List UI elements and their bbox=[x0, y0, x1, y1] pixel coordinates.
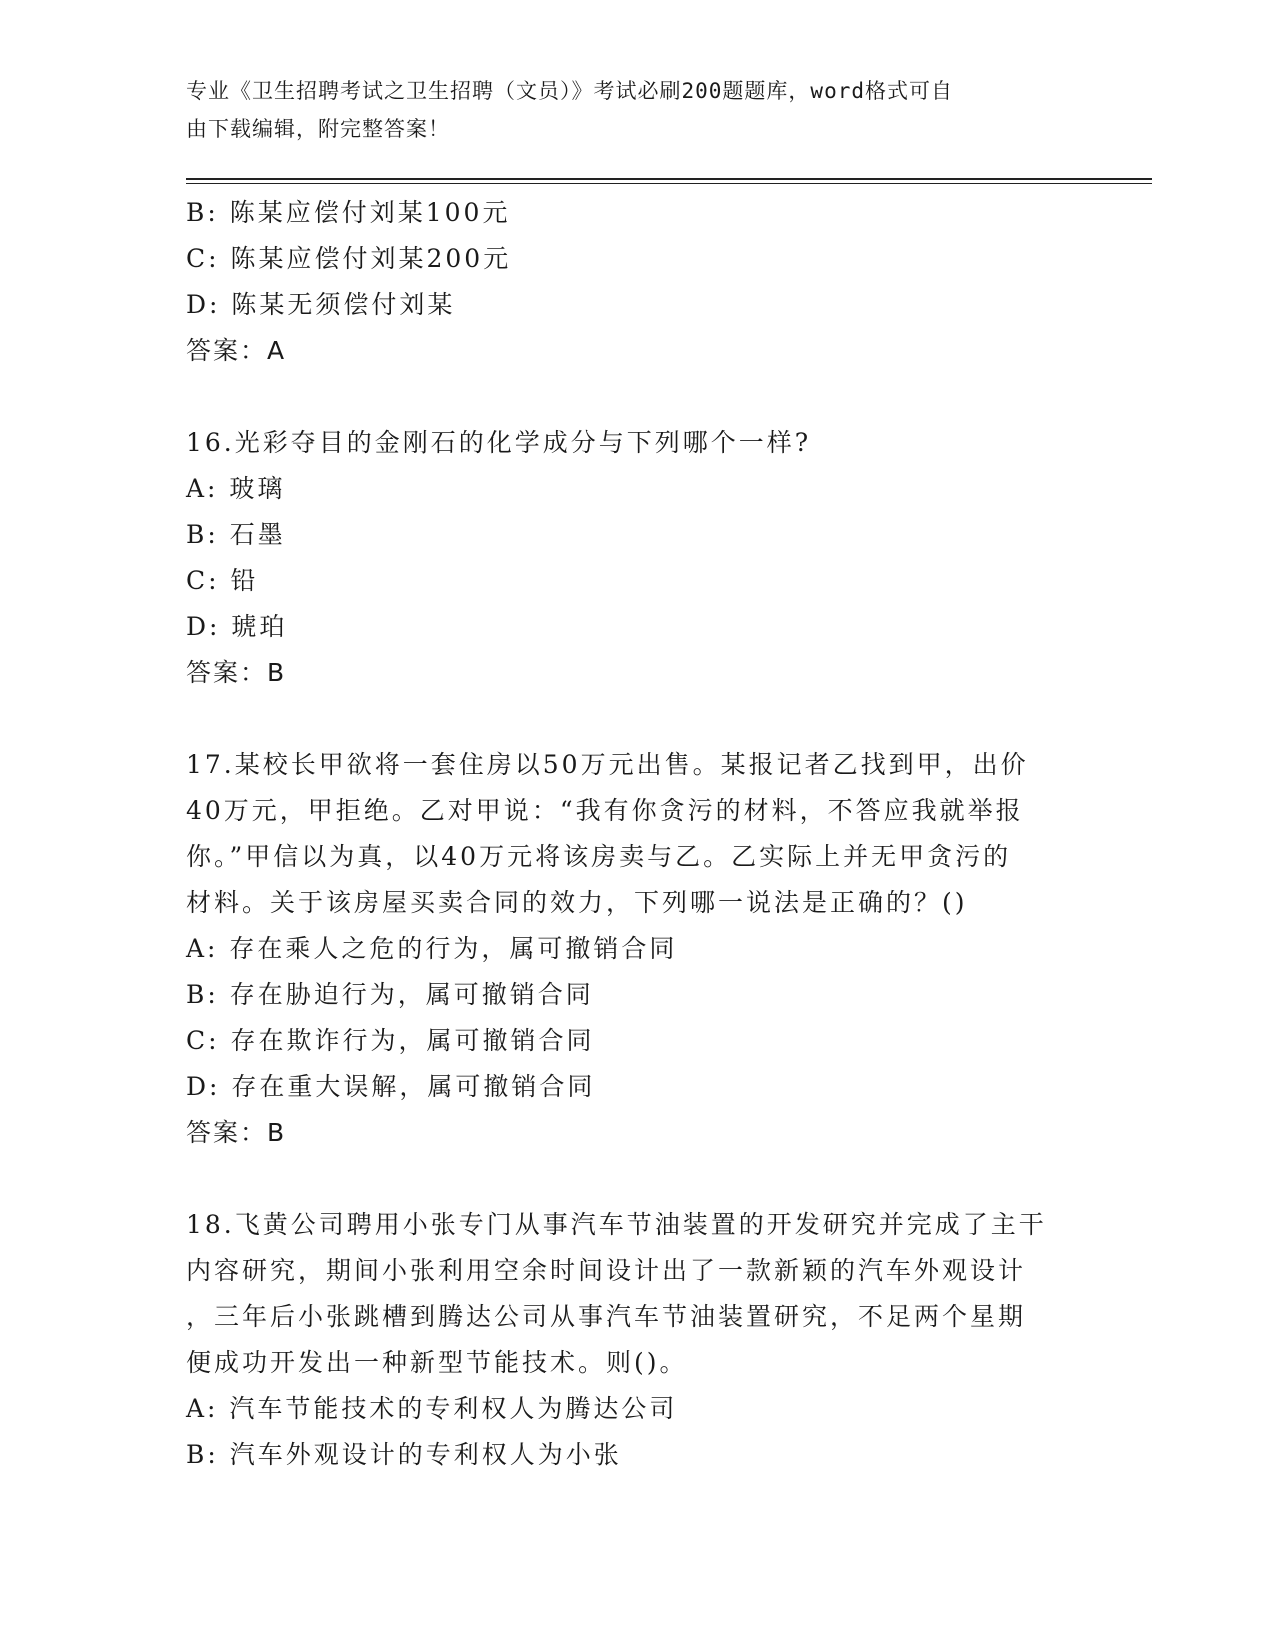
question-text-line: 17.某校长甲欲将一套住房以50万元出售。某报记者乙找到甲，出价 bbox=[186, 750, 1029, 779]
option-c: C: 陈某应偿付刘某200元 bbox=[186, 244, 512, 273]
option-b: B: 陈某应偿付刘某100元 bbox=[186, 198, 511, 227]
question-text-line: 材料。关于该房屋买卖合同的效力，下列哪一说法是正确的？() bbox=[186, 888, 968, 917]
option-a: A: 汽车节能技术的专利权人为腾达公司 bbox=[186, 1394, 678, 1423]
option-b: B: 存在胁迫行为，属可撤销合同 bbox=[186, 980, 594, 1009]
question-text-line: 内容研究，期间小张利用空余时间设计出了一款新颖的汽车外观设计 bbox=[186, 1256, 1027, 1285]
option-d: D: 琥珀 bbox=[186, 612, 288, 641]
option-a: A: 玻璃 bbox=[186, 474, 286, 503]
question-17 bbox=[186, 742, 1086, 1156]
question-text-line: 40万元，甲拒绝。乙对甲说：“我有你贪污的材料，不答应我就举报 bbox=[186, 796, 1024, 825]
header-divider-thin bbox=[186, 183, 1152, 184]
option-c: C: 存在欺诈行为，属可撤销合同 bbox=[186, 1026, 595, 1055]
document-header bbox=[186, 72, 1066, 148]
option-a: A: 存在乘人之危的行为，属可撤销合同 bbox=[186, 934, 678, 963]
question-list bbox=[186, 190, 1086, 1478]
question-18 bbox=[186, 1202, 1086, 1478]
option-d: D: 陈某无须偿付刘某 bbox=[186, 290, 456, 319]
question-text-line: 18.飞黄公司聘用小张专门从事汽车节油装置的开发研究并完成了主干 bbox=[186, 1210, 1047, 1239]
option-d: D: 存在重大误解，属可撤销合同 bbox=[186, 1072, 596, 1101]
question-16 bbox=[186, 420, 1086, 696]
question-15 bbox=[186, 190, 1086, 374]
answer-line: 答案：B bbox=[186, 658, 287, 687]
question-text-line: 便成功开发出一种新型节能技术。则()。 bbox=[186, 1348, 688, 1377]
question-text: 16.光彩夺目的金刚石的化学成分与下列哪个一样? bbox=[186, 428, 812, 457]
option-b: B: 石墨 bbox=[186, 520, 286, 549]
question-text-line: ，三年后小张跳槽到腾达公司从事汽车节油装置研究，不足两个星期 bbox=[186, 1302, 1027, 1331]
header-line-2: 由下载编辑，附完整答案！ bbox=[186, 117, 450, 141]
option-b: B: 汽车外观设计的专利权人为小张 bbox=[186, 1440, 622, 1469]
header-line-1: 专业《卫生招聘考试之卫生招聘（文员）》考试必刷200题题库，word格式可自 bbox=[186, 79, 953, 103]
question-text-line: 你。”甲信以为真，以40万元将该房卖与乙。乙实际上并无甲贪污的 bbox=[186, 842, 1012, 871]
header-divider-thick bbox=[186, 178, 1152, 180]
answer-line: 答案：B bbox=[186, 1118, 287, 1147]
option-c: C: 铅 bbox=[186, 566, 259, 595]
answer-line: 答案：A bbox=[186, 336, 287, 365]
